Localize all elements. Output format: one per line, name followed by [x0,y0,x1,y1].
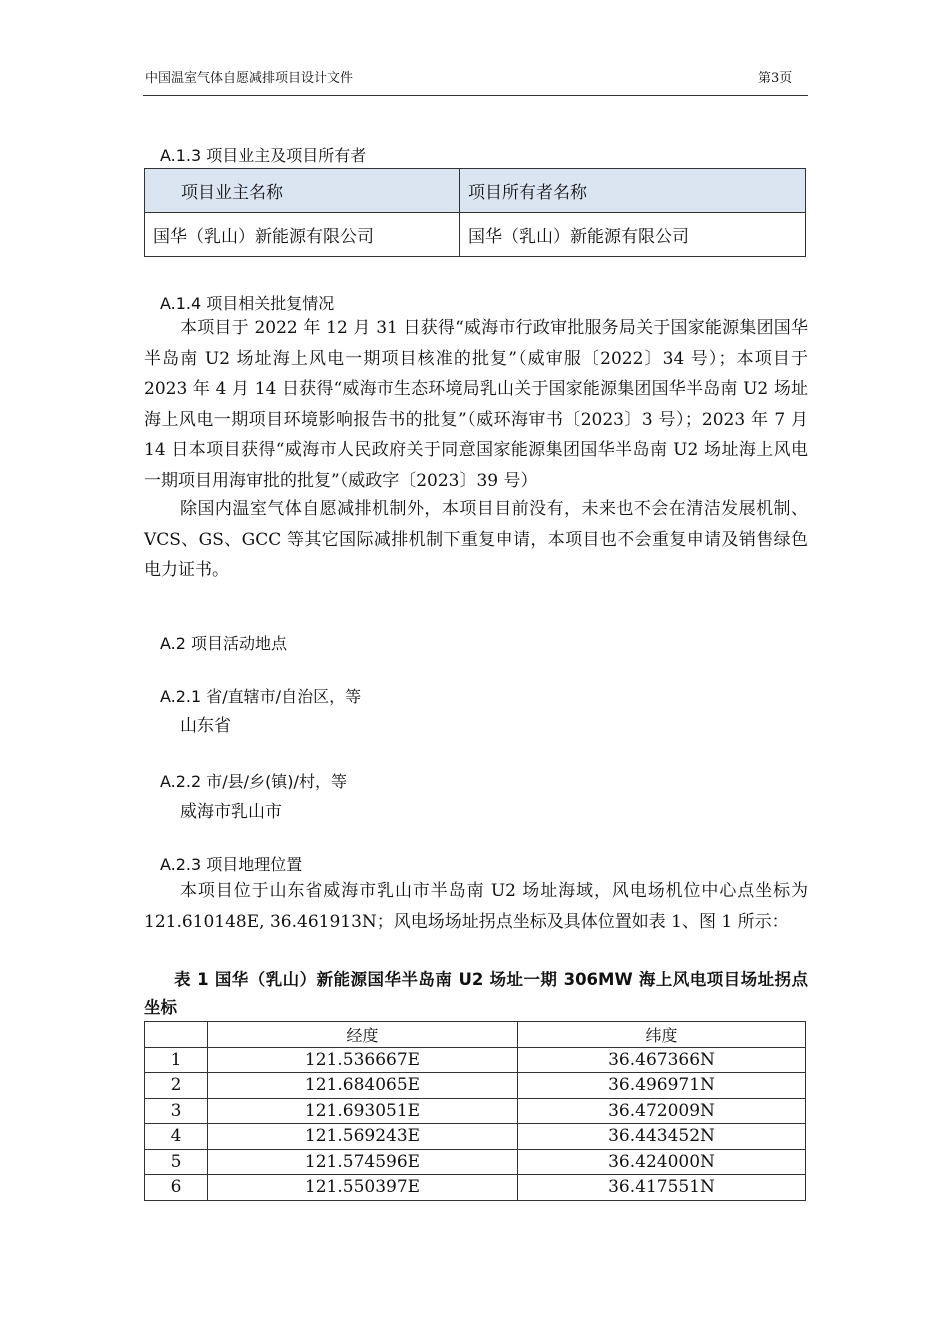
latitude-cell: 36.424000N [518,1149,806,1175]
owner-table [144,168,806,257]
longitude-cell: 121.684065E [208,1073,518,1099]
location-paragraph: 本项目位于山东省威海市乳山市半岛南 U2 场址海域，风电场机位中心点坐标为 121.610148E, 36.461913N；风电场场址拐点坐标及具体位置如表 1、图 1 所示： [144,881,808,932]
point-id: 5 [145,1149,208,1175]
section-a23-heading: A.2.3 项目地理位置 [160,855,303,874]
coord-header-cell: 经度 [208,1022,518,1048]
section-a14-heading: A.1.4 项目相关批复情况 [160,294,335,313]
table-row [145,1149,806,1175]
city-value: 威海市乳山市 [180,802,282,822]
section-a13-heading: A.1.3 项目业主及项目所有者 [160,146,367,165]
longitude-cell: 121.536667E [208,1047,518,1073]
longitude-cell: 121.550397E [208,1175,518,1201]
owner-header-cell: 项目所有者名称 [460,169,806,213]
province-value: 山东省 [180,716,231,736]
table-row [145,1047,806,1073]
longitude-cell: 121.574596E [208,1149,518,1175]
section-a21-heading: A.2.1 省/直辖市/自治区，等 [160,687,362,706]
owner-cell: 国华（乳山）新能源有限公司 [145,213,460,257]
coord-header-cell: 纬度 [518,1022,806,1048]
point-id: 6 [145,1175,208,1201]
latitude-cell: 36.472009N [518,1098,806,1124]
mechanism-paragraph: 除国内温室气体自愿减排机制外，本项目目前没有，未来也不会在清洁发展机制、VCS、GS、GCC 等其它国际减排机制下重复申请，本项目也不会重复申请及销售绿色电力证书。 [144,499,808,580]
coordinates-header [145,1022,806,1048]
header-divider [143,95,808,96]
latitude-cell: 36.467366N [518,1047,806,1073]
approval-paragraph: 本项目于 2022 年 12 月 31 日获得“威海市行政审批服务局关于国家能源集团国华半岛南 U2 场址海上风电一期项目核准的批复”（威审服〔2022〕34 号）；本项目于 2023 年 4 月 14 日获得“威海市生态环境局乳山关于国家能源集团国华半岛南 U2 场址海上风电一期项目环境影响报告书的批复”（威环海审书〔2023〕3 号）；2023 年 7 月 14 日本项目获得“威海市人民政府关于同意国家能源集团国华半岛南 U2 场址海上风电一期项目用海审批的批复”（威政字〔2023〕39 号） [144,318,808,491]
latitude-cell: 36.496971N [518,1073,806,1099]
owner-header-cell: 项目业主名称 [145,169,460,213]
table-row [145,1073,806,1099]
header-title: 中国温室气体自愿减排项目设计文件 [145,71,354,86]
section-a22-heading: A.2.2 市/县/乡(镇)/村，等 [160,772,347,791]
point-id: 1 [145,1047,208,1073]
longitude-cell: 121.693051E [208,1098,518,1124]
section-a2-heading: A.2 项目活动地点 [160,634,288,653]
latitude-cell: 36.443452N [518,1124,806,1150]
page-number: 第3页 [758,71,793,86]
longitude-cell: 121.569243E [208,1124,518,1150]
point-id: 3 [145,1098,208,1124]
coordinates-table [144,1021,806,1201]
table-row [145,1175,806,1201]
owner-table-header [145,169,806,213]
table-row [145,1098,806,1124]
coord-header-cell [145,1022,208,1048]
owner-cell: 国华（乳山）新能源有限公司 [460,213,806,257]
point-id: 2 [145,1073,208,1099]
point-id: 4 [145,1124,208,1150]
table1-caption: 表 1 国华（乳山）新能源国华半岛南 U2 场址一期 306MW 海上风电项目场址拐点坐标 [144,970,808,1017]
latitude-cell: 36.417551N [518,1175,806,1201]
owner-table-row [145,213,806,257]
table-row [145,1124,806,1150]
